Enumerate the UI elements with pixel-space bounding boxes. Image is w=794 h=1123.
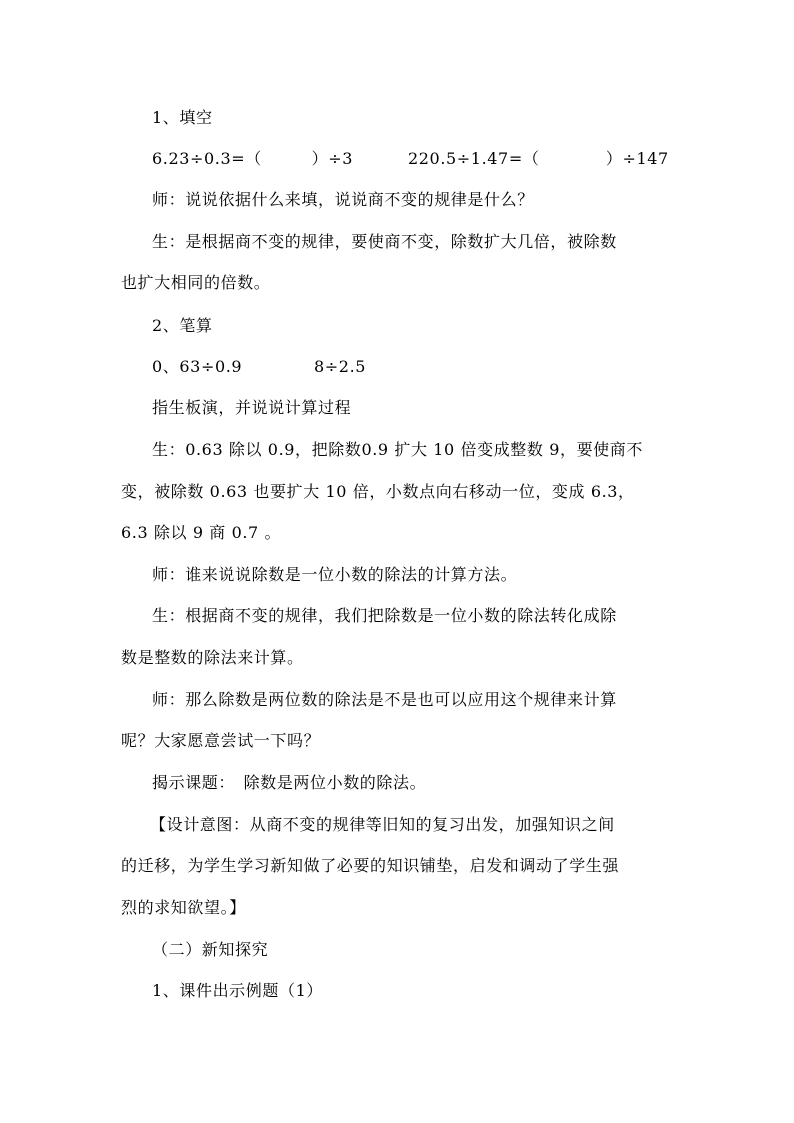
heading-written-calc: 2、笔算 (152, 316, 213, 335)
paragraph-line: 指生板演，并说说计算过程 (152, 398, 352, 417)
paragraph-line: 6.3 除以 9 商 0.7 。 (121, 523, 282, 542)
paragraph-line: 师：说说依据什么来填，说说商不变的规律是什么？ (152, 190, 534, 209)
equation-1: 6.23÷0.3=（ ）÷3 (152, 149, 354, 168)
design-intent-line: 烈的求知欲望。】 (121, 898, 246, 917)
paragraph-line: 师：谁来说说除数是一位小数的除法的计算方法。 (152, 565, 518, 584)
equation-2: 220.5÷1.47=（ ）÷147 (408, 149, 669, 168)
section-heading-new-knowledge: （二）新知探究 (152, 940, 269, 959)
design-intent-line: 【设计意图：从商不变的规律等旧知的复习出发，加强知识之间 (150, 815, 615, 834)
paragraph-line: 生：是根据商不变的规律，要使商不变，除数扩大几倍，被除数 (152, 232, 617, 251)
equation-row-1 (152, 149, 669, 169)
design-intent-line: 的迁移，为学生学习新知做了必要的知识铺垫，启发和调动了学生强 (121, 856, 620, 875)
equation-row-2 (152, 357, 367, 377)
paragraph-line: 师：那么除数是两位数的除法是不是也可以应用这个规律来计算 (152, 690, 617, 709)
paragraph-line: 也扩大相同的倍数。 (121, 273, 271, 292)
paragraph-line: 呢？大家愿意尝试一下吗？ (121, 731, 321, 750)
paragraph-line: 生：根据商不变的规律，我们把除数是一位小数的除法转化成除 (152, 606, 617, 625)
calc-1: 0、63÷0.9 (152, 357, 243, 376)
paragraph-line: 数是整数的除法来计算。 (121, 648, 304, 667)
paragraph-line: 生：0.63 除以 0.9，把除数0.9 扩大 10 倍变成整数 9，要使商不 (152, 440, 643, 459)
heading-example: 1、课件出示例题（1） (152, 981, 323, 1000)
heading-fill-blank: 1、填空 (152, 108, 213, 127)
paragraph-line: 变，被除数 0.63 也要扩大 10 倍，小数点向右移动一位，变成 6.3， (121, 482, 635, 501)
lesson-topic: 揭示课题： 除数是两位小数的除法。 (152, 773, 427, 792)
calc-2: 8÷2.5 (314, 357, 367, 376)
